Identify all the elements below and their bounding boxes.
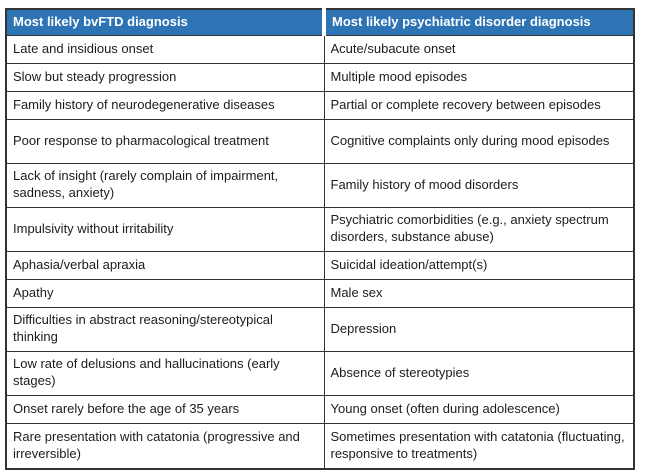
table-cell-psychiatric: Sometimes presentation with catatonia (fluctuating, responsive to treatments) [324, 423, 634, 469]
table-row [6, 351, 634, 395]
table-cell-psychiatric: Absence of stereotypies [324, 351, 634, 395]
column-header-bvftd: Most likely bvFTD diagnosis [6, 9, 324, 35]
table-cell-bvftd: Apathy [6, 279, 324, 307]
table-cell-bvftd: Onset rarely before the age of 35 years [6, 395, 324, 423]
table-row [6, 119, 634, 163]
table-cell-bvftd: Impulsivity without irritability [6, 207, 324, 251]
table-row [6, 35, 634, 63]
column-header-psychiatric: Most likely psychiatric disorder diagnosis [324, 9, 634, 35]
table-cell-psychiatric: Male sex [324, 279, 634, 307]
table-row [6, 163, 634, 207]
header-row [6, 9, 634, 35]
table-cell-bvftd: Slow but steady progression [6, 63, 324, 91]
table-row [6, 251, 634, 279]
table-cell-psychiatric: Psychiatric comorbidities (e.g., anxiety spectrum disorders, substance abuse) [324, 207, 634, 251]
table-row [6, 207, 634, 251]
table-row [6, 91, 634, 119]
table-cell-bvftd: Poor response to pharmacological treatment [6, 119, 324, 163]
table-cell-bvftd: Difficulties in abstract reasoning/stereotypical thinking [6, 307, 324, 351]
table-cell-psychiatric: Acute/subacute onset [324, 35, 634, 63]
table-cell-bvftd: Family history of neurodegenerative diseases [6, 91, 324, 119]
table-cell-psychiatric: Partial or complete recovery between episodes [324, 91, 634, 119]
table-row [6, 279, 634, 307]
table-cell-psychiatric: Depression [324, 307, 634, 351]
table-cell-bvftd: Rare presentation with catatonia (progressive and irreversible) [6, 423, 324, 469]
table-cell-bvftd: Lack of insight (rarely complain of impairment, sadness, anxiety) [6, 163, 324, 207]
table-cell-bvftd: Aphasia/verbal apraxia [6, 251, 324, 279]
table-cell-psychiatric: Cognitive complaints only during mood episodes [324, 119, 634, 163]
table-row [6, 63, 634, 91]
table-row [6, 423, 634, 469]
bvftd-vs-psychiatric-comparison-table [5, 8, 635, 470]
table-cell-bvftd: Late and insidious onset [6, 35, 324, 63]
table-cell-psychiatric: Young onset (often during adolescence) [324, 395, 634, 423]
table-cell-bvftd: Low rate of delusions and hallucinations (early stages) [6, 351, 324, 395]
table-row [6, 307, 634, 351]
table-row [6, 395, 634, 423]
table-cell-psychiatric: Multiple mood episodes [324, 63, 634, 91]
table-cell-psychiatric: Family history of mood disorders [324, 163, 634, 207]
table-cell-psychiatric: Suicidal ideation/attempt(s) [324, 251, 634, 279]
